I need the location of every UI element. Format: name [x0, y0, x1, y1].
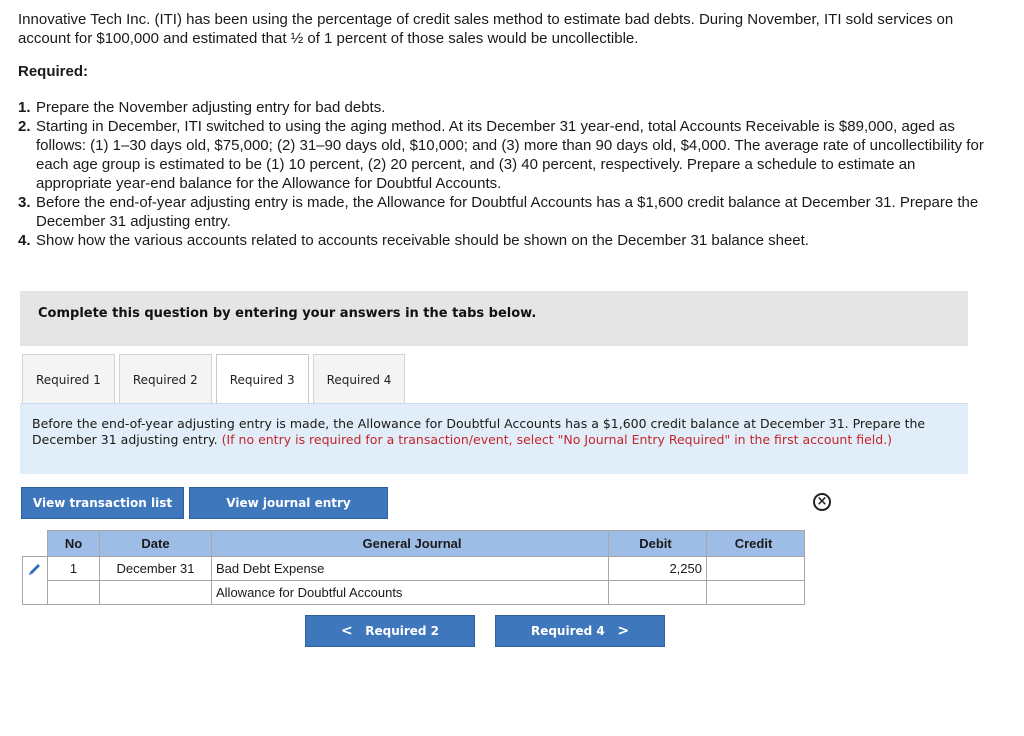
required-item [18, 117, 993, 193]
table-row [23, 557, 805, 581]
close-circle-icon[interactable]: × [813, 493, 831, 511]
view-transaction-list-button[interactable]: View transaction list [21, 487, 184, 519]
cell-date: December 31 [100, 557, 212, 581]
problem-statement [18, 10, 993, 250]
required-item [18, 98, 993, 117]
required-item-text: Prepare the November adjusting entry for bad debts. [36, 99, 386, 116]
required-item-number: 1. [18, 99, 31, 116]
tab-required-3[interactable]: Required 3 [216, 354, 309, 404]
next-required-4-button[interactable] [495, 615, 665, 647]
required-item-text: Starting in December, ITI switched to using the aging method. At its December 31 year-end, total Accounts Receivable is $89,000, aged as follows: (1) 1–30 days old, $75,000; (2) 31–90 days old, $10,000; and (3) more than 90 days old, $4,000. The average rate of uncollectibility for each age group is estimated to be (1) 10 percent, (2) 20 percent, and (3) 40 percent, respectively. Prepare a schedule to estimate an appropriate year-end balance for the Allowance for Doubtful Accounts. [36, 118, 984, 192]
cell-debit[interactable]: 2,250 [609, 557, 707, 581]
journal-table [22, 530, 805, 605]
tab-bar [22, 354, 409, 404]
cell-no [48, 581, 100, 605]
prev-required-2-button[interactable] [305, 615, 475, 647]
edit-entry-cell[interactable] [23, 557, 48, 605]
cell-account[interactable]: Allowance for Doubtful Accounts [212, 581, 609, 605]
instructions-bar: Complete this question by entering your answers in the tabs below. [20, 291, 968, 346]
cell-no: 1 [48, 557, 100, 581]
chevron-right-icon: > [617, 623, 630, 639]
tab-required-2[interactable]: Required 2 [119, 354, 212, 404]
required-item-text: Before the end-of-year adjusting entry is made, the Allowance for Doubtful Accounts has a $1,600 credit balance at December 31. Prepare the December 31 adjusting entry. [36, 194, 979, 230]
cell-account[interactable]: Bad Debt Expense [212, 557, 609, 581]
tab-panel-description [20, 403, 968, 474]
cell-credit[interactable] [707, 557, 805, 581]
next-button-label: Required 4 [530, 624, 605, 638]
cell-date [100, 581, 212, 605]
header-general-journal: General Journal [212, 531, 609, 557]
required-item [18, 231, 993, 250]
tab-required-1[interactable]: Required 1 [22, 354, 115, 404]
view-journal-worksheet-button[interactable]: View journal entry [189, 487, 388, 519]
required-item-number: 4. [18, 232, 31, 249]
required-list [18, 98, 993, 250]
header-credit: Credit [707, 531, 805, 557]
panel-note: (If no entry is required for a transaction/event, select "No Journal Entry Required" in the first account field.) [221, 432, 893, 447]
required-item-number: 3. [18, 194, 31, 211]
prev-button-label: Required 2 [365, 624, 440, 638]
header-date: Date [100, 531, 212, 557]
problem-intro: Innovative Tech Inc. (ITI) has been using the percentage of credit sales method to estimate bad debts. During November, ITI sold services on account for $100,000 and estimated that ½ of 1 percent of those sales would be uncollectible. [18, 11, 954, 47]
required-item-number: 2. [18, 118, 31, 135]
panel-text: Before the end-of-year adjusting entry is made, the Allowance for Doubtful Accounts has a $1,600 credit balance at December 31. Prepare the December 31 adjusting entry. [32, 416, 926, 447]
edit-column-header [23, 531, 48, 557]
cell-debit[interactable] [609, 581, 707, 605]
table-row [23, 581, 805, 605]
cell-credit[interactable] [707, 581, 805, 605]
required-item-text: Show how the various accounts related to accounts receivable should be shown on the December 31 balance sheet. [36, 232, 809, 249]
header-no: No [48, 531, 100, 557]
tab-required-4[interactable]: Required 4 [313, 354, 406, 404]
required-heading: Required: [18, 63, 89, 80]
journal-header-row [23, 531, 805, 557]
chevron-left-icon: < [340, 623, 353, 639]
header-debit: Debit [609, 531, 707, 557]
pencil-icon[interactable] [27, 561, 43, 577]
required-item [18, 193, 993, 231]
